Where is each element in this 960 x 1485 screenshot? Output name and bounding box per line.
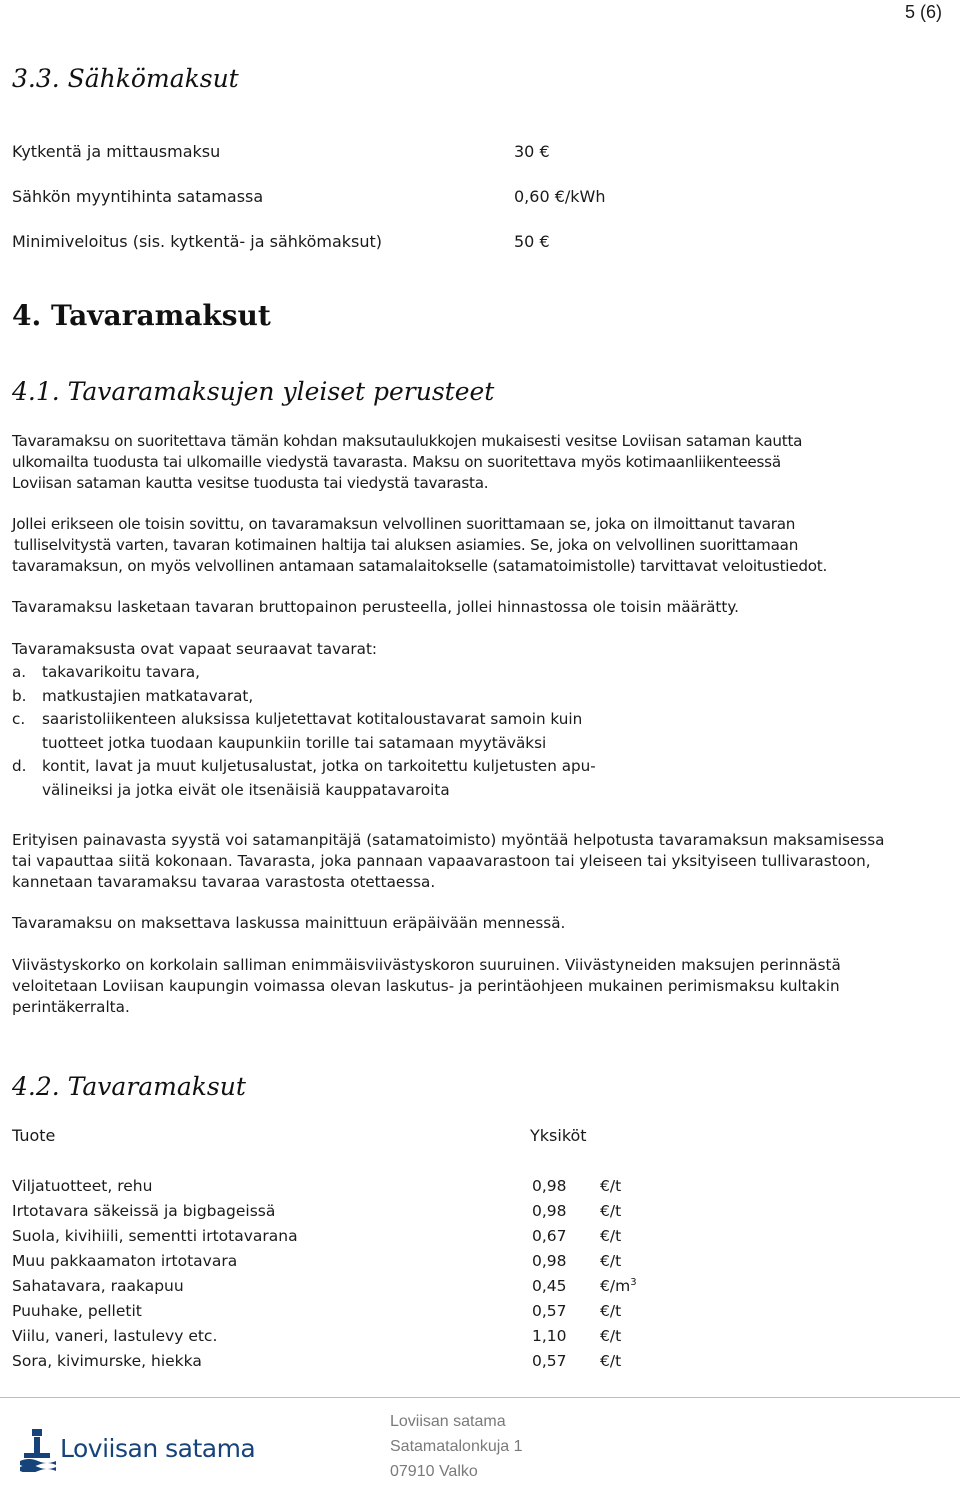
product-cell: Viilu, vaneri, lastulevy etc. xyxy=(12,1327,218,1345)
product-cell: Viljatuotteet, rehu xyxy=(12,1177,153,1195)
price-cell: 0,45 xyxy=(532,1277,567,1295)
text-line: veloitetaan Loviisan kaupungin voimassa olevan laskutus- ja perintäohjeen mukainen perimismaksu kultakin xyxy=(12,977,840,995)
address-line: Loviisan satama xyxy=(390,1413,506,1430)
fee-value: 30 € xyxy=(514,142,550,161)
price-cell: 0,57 xyxy=(532,1352,567,1370)
unit-cell: €/t xyxy=(600,1302,622,1321)
logo-text: Loviisan satama xyxy=(60,1434,256,1463)
product-cell: Irtotavara säkeissä ja bigbageissä xyxy=(12,1202,276,1220)
text-line: Loviisan sataman kautta vesitse tuodusta tai viedystä tavarasta. xyxy=(12,474,489,492)
address-line: 07910 Valko xyxy=(390,1463,478,1480)
product-cell: Sahatavara, raakapuu xyxy=(12,1277,184,1295)
unit-cell: €/t xyxy=(600,1177,622,1196)
list-text: takavarikoitu tavara, xyxy=(42,663,200,681)
list-text: välineiksi ja jotka eivät ole itsenäisiä kauppatavaroita xyxy=(42,780,450,799)
list-marker: d. xyxy=(12,757,27,775)
unit-cell: €/t xyxy=(600,1227,622,1246)
text-line: tavaramaksun, on myös velvollinen antamaan satamalaitokselle (satamatoimistolle) tarvittavat veloitustiedot. xyxy=(12,557,828,575)
text-line: perintäkerralta. xyxy=(12,998,130,1016)
product-cell: Suola, kivihiili, sementti irtotavarana xyxy=(12,1227,298,1245)
fee-label: Minimiveloitus (sis. kytkentä- ja sähkömaksut) xyxy=(12,232,383,251)
section-4-1-heading: 4.1. Tavaramaksujen yleiset perusteet xyxy=(12,377,495,406)
list-marker: a. xyxy=(12,663,27,681)
text-line: tulliselvitystä varten, tavaran kotimainen haltija tai aluksen asiamies. Se, joka on velvollinen suorittamaan xyxy=(14,536,799,554)
text-line: Erityisen painavasta syystä voi satamanpitäjä (satamatoimisto) myöntää helpotusta tavaramaksun maksamisessa xyxy=(12,831,885,849)
exempt-intro: Tavaramaksusta ovat vapaat seuraavat tavarat: xyxy=(12,640,378,658)
list-marker: c. xyxy=(12,710,26,728)
column-header-product: Tuote xyxy=(12,1126,56,1145)
list-marker: b. xyxy=(12,686,27,705)
unit-cell: €/t xyxy=(600,1202,622,1221)
fee-value: 0,60 €/kWh xyxy=(514,187,606,206)
price-cell: 0,98 xyxy=(532,1177,567,1195)
price-cell: 0,67 xyxy=(532,1227,567,1245)
text-line: Tavaramaksu on suoritettava tämän kohdan maksutaulukkojen mukaisesti vesitse Loviisan sataman kautta xyxy=(12,432,803,450)
footer-address xyxy=(390,1409,523,1484)
product-cell: Puuhake, pelletit xyxy=(12,1302,142,1320)
price-cell: 1,10 xyxy=(532,1327,567,1345)
unit-cell: €/t xyxy=(600,1327,622,1346)
fee-value: 50 € xyxy=(514,232,550,251)
unit-cell: €/t xyxy=(600,1252,622,1271)
harbor-logo-icon xyxy=(20,1428,56,1472)
unit-cell: €/t xyxy=(600,1352,622,1371)
list-text: saaristoliikenteen aluksissa kuljetettavat kotitaloustavarat samoin kuin xyxy=(42,710,583,728)
list-text: matkustajien matkatavarat, xyxy=(42,686,254,705)
fee-label: Kytkentä ja mittausmaksu xyxy=(12,142,221,161)
price-cell: 0,98 xyxy=(532,1202,567,1220)
price-cell: 0,57 xyxy=(532,1302,567,1320)
paragraph-3: Tavaramaksu lasketaan tavaran bruttopainon perusteella, jollei hinnastossa ole toisin määrätty. xyxy=(12,598,739,616)
section-4-heading: 4. Tavaramaksut xyxy=(12,299,271,332)
text-line: tai vapauttaa siitä kokonaan. Tavarasta, joka pannaan vapaavarastoon tai yleiseen tai yksityiseen tullivarastoon, xyxy=(12,852,871,870)
unit-cell: $€/m^3$ xyxy=(600,1277,637,1296)
fee-label: Sähkön myyntihinta satamassa xyxy=(12,187,264,206)
paragraph-1 xyxy=(12,431,802,494)
paragraph-2 xyxy=(12,514,827,577)
price-cell: 0,98 xyxy=(532,1252,567,1270)
text-line: kannetaan tavaramaksu tavaraa varastosta otettaessa. xyxy=(12,873,436,891)
product-cell: Sora, kivimurske, hiekka xyxy=(12,1352,202,1370)
list-text: tuotteet jotka tuodaan kaupunkiin torille tai satamaan myytäväksi xyxy=(42,733,547,752)
text-line: Viivästyskorko on korkolain salliman enimmäisviivästyskoron suuruinen. Viivästyneiden maksujen perinnästä xyxy=(12,956,841,974)
text-line: ulkomailta tuodusta tai ulkomaille viedystä tavarasta. Maksu on suoritettava myös kotimaanliikenteessä xyxy=(12,453,781,471)
address-line: Satamatalonkuja 1 xyxy=(390,1438,523,1455)
list-text: kontit, lavat ja muut kuljetusalustat, jotka on tarkoitettu kuljetusten apu- xyxy=(42,757,596,775)
section-4-2-heading: 4.2. Tavaramaksut xyxy=(12,1072,246,1101)
section-3-3-heading: 3.3. Sähkömaksut xyxy=(12,64,239,93)
paragraph-5: Tavaramaksu on maksettava laskussa mainittuun eräpäivään mennessä. xyxy=(12,914,566,932)
text-line: Jollei erikseen ole toisin sovittu, on tavaramaksun velvollinen suorittamaan se, joka on ilmoittanut tavaran xyxy=(12,515,796,533)
page-number: 5 (6) xyxy=(904,2,942,22)
product-cell: Muu pakkaamaton irtotavara xyxy=(12,1252,238,1270)
paragraph-4 xyxy=(12,830,884,893)
column-header-units: Yksiköt xyxy=(530,1126,587,1145)
paragraph-6 xyxy=(12,955,841,1018)
footer-divider xyxy=(0,1397,960,1398)
